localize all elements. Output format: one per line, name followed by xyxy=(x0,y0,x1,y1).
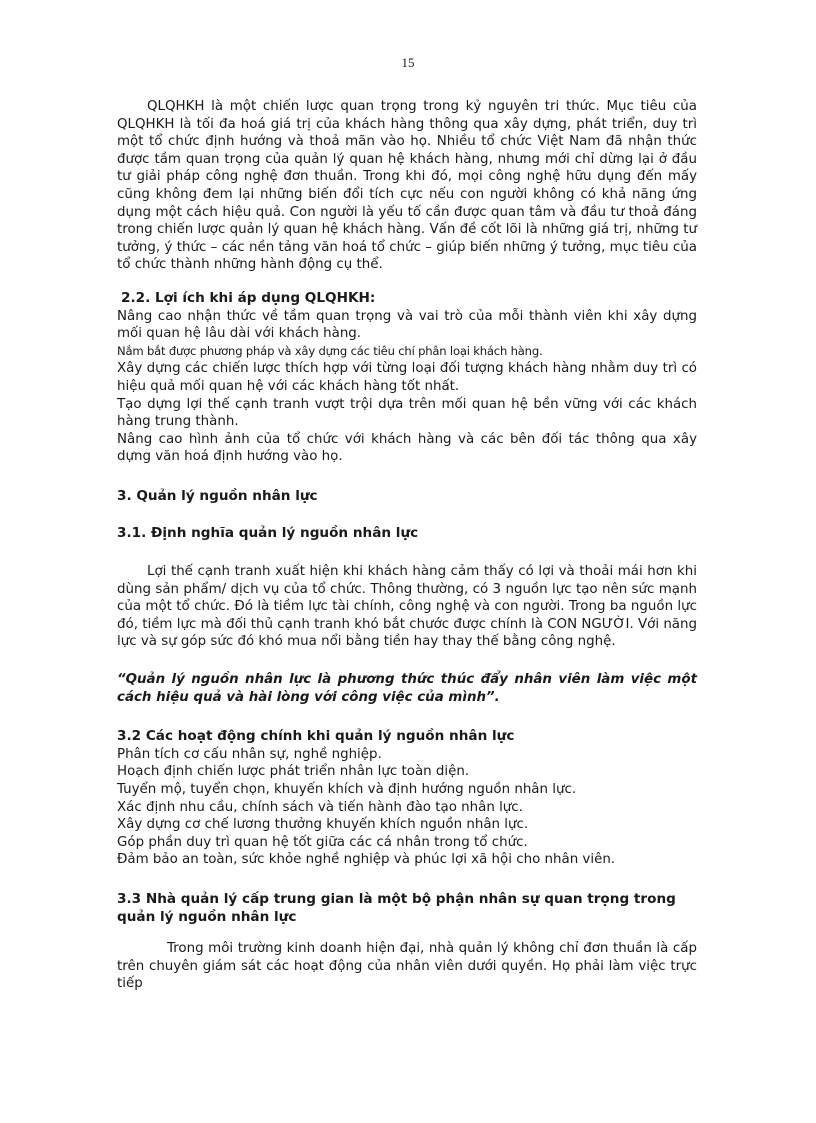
definition-quote: “Quản lý nguồn nhân lực là phương thức thúc đẩy nhân viên làm việc một cách hiệu quả và hài lòng với công việc của mình”. xyxy=(117,672,697,705)
section-3-1-paragraph: Lợi thế cạnh tranh xuất hiện khi khách hàng cảm thấy có lợi và thoải mái hơn khi dùng sản phẩm/ dịch vụ của tổ chức. Thông thường, có 3 nguồn lực tạo nên sức mạnh của một tổ chức. Đó là tiềm lực tài chính, công nghệ và con người. Trong ba nguồn lực đó, tiềm lực mà đối thủ cạnh tranh khó bắt chước được chính là CON NGƯỜI. Với năng lực và sự góp sức đó khó mua nổi bằng tiền hay thay thế bằng công nghệ. xyxy=(117,564,697,650)
list-item: Xây dựng các chiến lược thích hợp với từng loại đối tượng khách hàng nhằm duy trì có hiệu quả mối quan hệ với các khách hàng tốt nhất. xyxy=(117,361,697,394)
list-item: Góp phần duy trì quan hệ tốt giữa các cá nhân trong tổ chức. xyxy=(117,834,528,850)
list-item: Phân tích cơ cấu nhân sự, nghề nghiệp. xyxy=(117,746,382,762)
section-2-2-heading: 2.2. Lợi ích khi áp dụng QLQHKH: xyxy=(121,289,376,306)
section-3-3-paragraph: Trong môi trường kinh doanh hiện đại, nhà quản lý không chỉ đơn thuần là cấp trên chuyên giám sát các hoạt động của nhân viên dưới quyền. Họ phải làm việc trực tiếp xyxy=(117,941,697,992)
section-3-3-heading: 3.3 Nhà quản lý cấp trung gian là một bộ phận nhân sự quan trọng trong quản lý nguồn nhân lực xyxy=(117,890,676,925)
section-3-2-heading: 3.2 Các hoạt động chính khi quản lý nguồn nhân lực xyxy=(117,728,515,745)
list-item: Nâng cao nhận thức về tầm quan trọng và vai trò của mỗi thành viên khi xây dựng mối quan hệ lâu dài với khách hàng. xyxy=(117,308,697,342)
list-item: Nâng cao hình ảnh của tổ chức với khách hàng và các bên đối tác thông qua xây dựng văn hoá định hướng vào họ. xyxy=(117,431,697,465)
list-item: Tuyển mộ, tuyển chọn, khuyến khích và định hướng nguồn nhân lực. xyxy=(117,782,577,797)
benefits-list xyxy=(117,308,697,466)
list-item: Tạo dựng lợi thế cạnh tranh vượt trội dựa trên mối quan hệ bền vững với các khách hàng trung thành. xyxy=(117,396,697,430)
activities-list xyxy=(117,746,697,869)
list-item: Đảm bảo an toàn, sức khỏe nghề nghiệp và phúc lợi xã hội cho nhân viên. xyxy=(117,852,616,868)
section-3-heading: 3. Quản lý nguồn nhân lực xyxy=(117,487,318,504)
list-item: Xác định nhu cầu, chính sách và tiến hành đào tạo nhân lực. xyxy=(117,799,523,815)
list-item: Hoạch định chiến lược phát triển nhân lực toàn diện. xyxy=(117,764,470,780)
list-item: Xây dựng cơ chế lương thưởng khuyến khích nguồn nhân lực. xyxy=(117,817,529,833)
intro-paragraph: QLQHKH là một chiến lược quan trọng trong kỷ nguyên tri thức. Mục tiêu của QLQHKH là tối đa hoá giá trị của khách hàng thông qua xây dựng, phát triển, duy trì một tổ chức định hướng và thoả mãn vào họ. Nhiều tổ chức Việt Nam đã nhận thức được tầm quan trọng của quản lý quan hệ khách hàng, nhưng mới chỉ dừng lại ở đầu tư giải pháp công nghệ đơn thuần. Trong khi đó, mọi công nghệ hữu dụng đến mấy cũng không đem lại những biến đổi tích cực nếu con người không có khả năng ứng dụng một cách hiệu quả. Con người là yếu tố cần được quan tâm và đầu tư thoả đáng trong chiến lược quản lý quan hệ khách hàng. Vấn đề cốt lõi là những giá trị, những tư tưởng, ý thức – các nền tảng văn hoá tổ chức – giúp biến những ý tưởng, mục tiêu của tổ chức thành những hành động cụ thể. xyxy=(117,99,697,273)
page-content xyxy=(117,98,697,993)
page-number: 15 xyxy=(401,55,415,70)
list-item: Nắm bắt được phương pháp và xây dựng các tiêu chí phân loại khách hàng. xyxy=(117,343,543,358)
section-3-1-heading: 3.1. Định nghĩa quản lý nguồn nhân lực xyxy=(117,525,419,542)
